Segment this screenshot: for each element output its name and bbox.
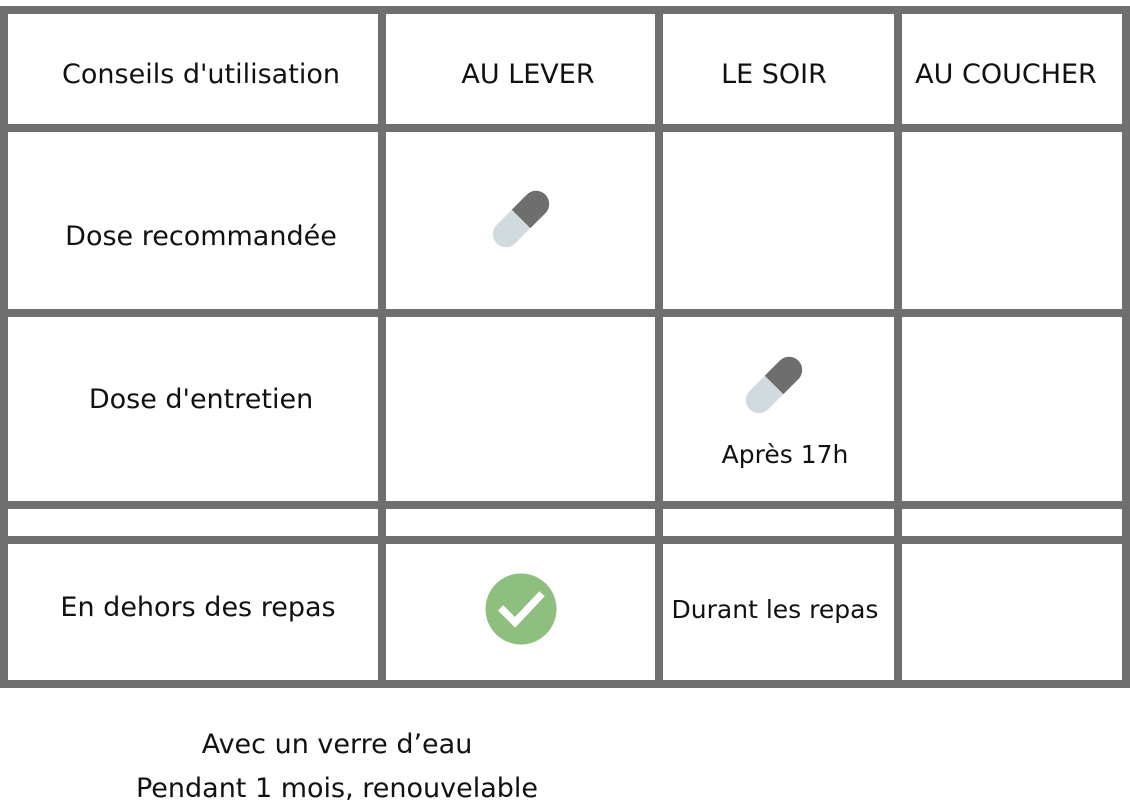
check-circle-icon [484,572,558,646]
header-au-coucher: AU COUCHER [915,59,1097,90]
header-conseils-utilisation: Conseils d'utilisation [62,59,340,90]
table-border-bottom [0,680,1130,688]
row-label-dose-recommandee: Dose recommandée [65,221,337,252]
capsule-icon [733,344,815,426]
meal-timing-note: Durant les repas [671,595,879,624]
row-divider [0,501,1130,509]
table-border-right [1122,6,1130,688]
footer-duration-instruction: Pendant 1 mois, renouvelable [135,773,539,804]
column-divider [894,6,902,688]
column-divider [655,6,663,688]
header-le-soir: LE SOIR [721,59,827,90]
column-divider [378,6,386,688]
footer-water-instruction: Avec un verre d’eau [201,729,473,760]
row-label-dose-entretien: Dose d'entretien [88,384,314,415]
capsule-icon [480,178,562,260]
table-border-left [0,6,8,688]
evening-time-note: Après 17h [721,440,849,469]
row-divider [0,124,1130,132]
row-divider [0,536,1130,544]
row-divider [0,309,1130,317]
table-border-top [0,6,1130,14]
row-label-en-dehors-repas: En dehors des repas [60,592,336,623]
header-au-lever: AU LEVER [461,59,595,90]
